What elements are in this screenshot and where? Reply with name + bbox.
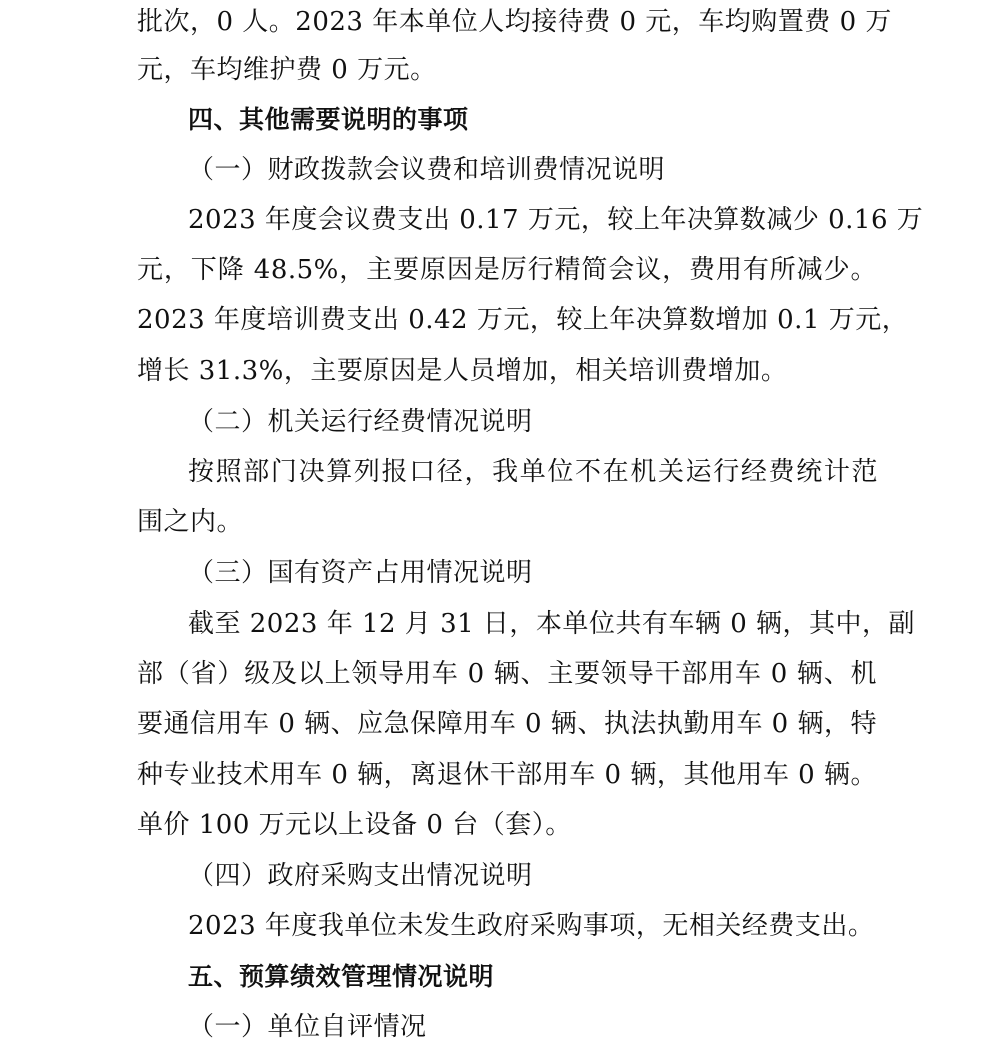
paragraph-line: 元，车均维护费 0 万元。 (137, 55, 437, 85)
paragraph-line: 按照部门决算列报口径，我单位不在机关运行经费统计范 (188, 457, 878, 487)
paragraph-line: 2023 年度我单位未发生政府采购事项，无相关经费支出。 (188, 911, 875, 941)
subsection-heading: （二）机关运行经费情况说明 (188, 407, 533, 437)
section-heading-5: 五、预算绩效管理情况说明 (188, 962, 495, 991)
paragraph-line: 种专业技术用车 0 辆，离退休干部用车 0 辆，其他用车 0 辆。 (137, 760, 877, 790)
paragraph-line: 截至 2023 年 12 月 31 日，本单位共有车辆 0 辆，其中，副 (188, 609, 915, 639)
paragraph-line: 部（省）级及以上领导用车 0 辆、主要领导干部用车 0 辆、机 (137, 659, 877, 689)
paragraph-line: 要通信用车 0 辆、应急保障用车 0 辆、执法执勤用车 0 辆，特 (137, 709, 877, 739)
paragraph-line: 批次，0 人。2023 年本单位人均接待费 0 元，车均购置费 0 万 (137, 7, 892, 37)
subsection-heading: （一）财政拨款会议费和培训费情况说明 (188, 155, 666, 185)
subsection-heading: （一）单位自评情况 (188, 1012, 427, 1042)
paragraph-line: 围之内。 (137, 507, 244, 537)
paragraph-line: 元，下降 48.5%，主要原因是厉行精简会议，费用有所减少。 (137, 255, 877, 285)
paragraph-line: 2023 年度会议费支出 0.17 万元，较上年决算数减少 0.16 万 (188, 205, 924, 235)
paragraph-line: 2023 年度培训费支出 0.42 万元，较上年决算数增加 0.1 万元， (137, 305, 909, 335)
subsection-heading: （三）国有资产占用情况说明 (188, 558, 533, 588)
paragraph-line: 单价 100 万元以上设备 0 台（套）。 (137, 810, 572, 840)
paragraph-line: 增长 31.3%，主要原因是人员增加，相关培训费增加。 (137, 356, 788, 386)
section-heading-4: 四、其他需要说明的事项 (188, 105, 469, 134)
subsection-heading: （四）政府采购支出情况说明 (188, 861, 533, 891)
